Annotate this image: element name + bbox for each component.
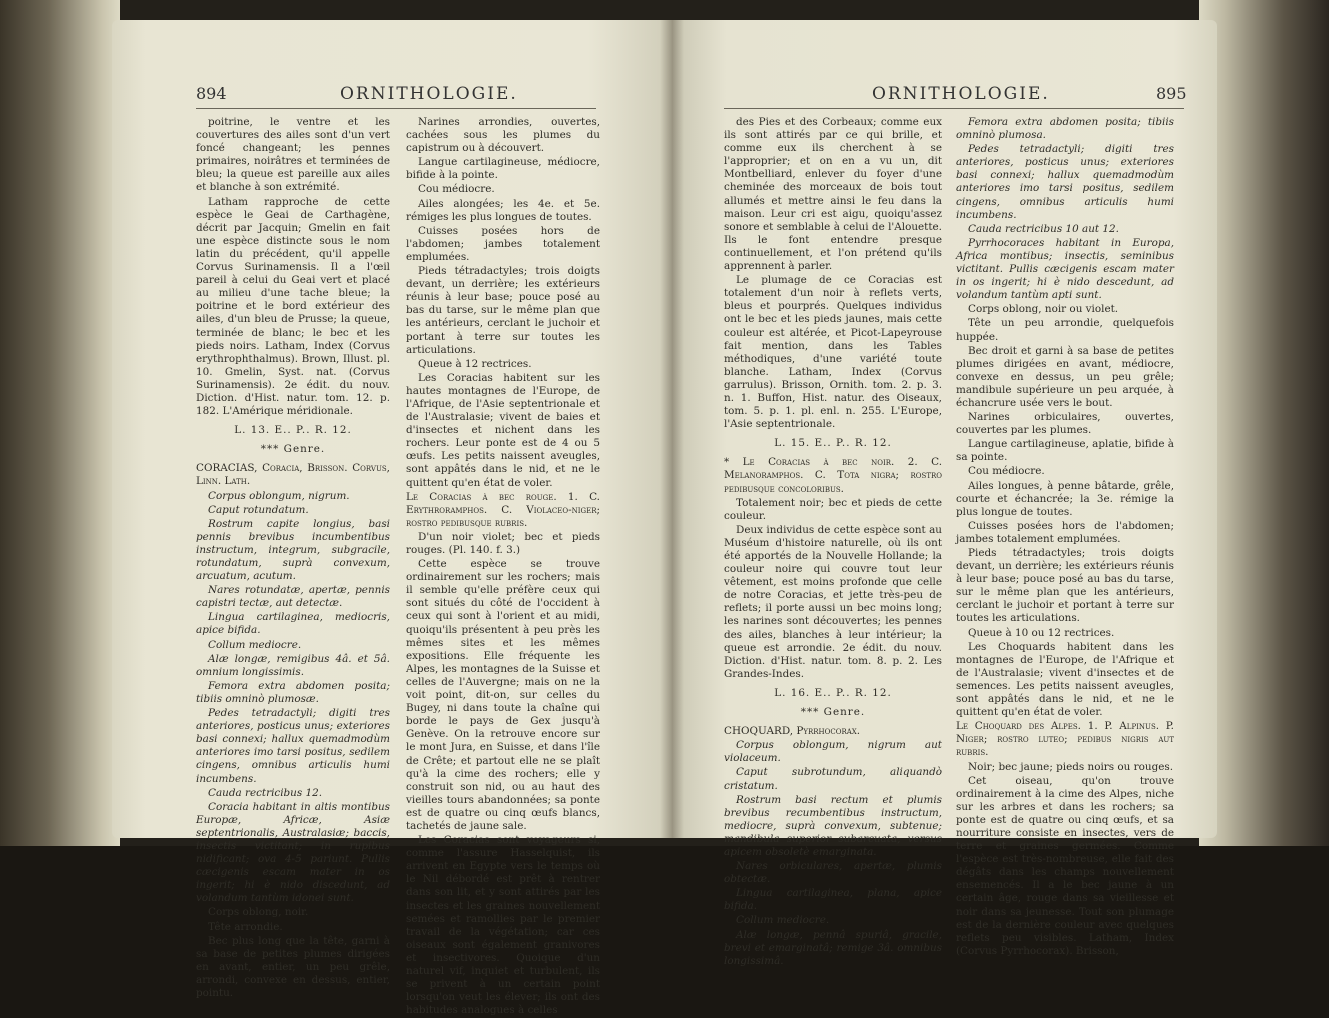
text-paragraph: Narines orbiculaires, ouvertes, couvertes par les plumes. <box>956 411 1174 437</box>
text-paragraph: CHOQUARD, Pyrrhocorax. <box>724 725 861 738</box>
text-paragraph: Bec plus long que la tête, garni à sa base de petites plumes dirigées en avant, entier, un peu grêle, arrondi, convexe en dessus, entier, pointu. <box>196 934 390 999</box>
text-paragraph: Cuisses posées hors de l'abdomen; jambes totalement emplumées. <box>406 224 600 263</box>
text-paragraph: Coracia habitant in altis montibus Europæ, Africæ, Asiæ septentrionalis, Australasiæ; baccis, insectis victitant; in rupibus nidificant; ova 4-5 pariunt. Pullis cæcigenis escam mater in os ingerit; hi è nido discedunt, ad volandum tantùm idonei sunt. <box>196 800 390 905</box>
left-page <box>112 20 672 1017</box>
text-paragraph: Ailes alongées; les 4e. et 5e. rémiges les plus longues de toutes. <box>406 197 600 223</box>
text-paragraph: Rostrum basi rectum et plumis brevibus recumbentibus instructum, mediocre, suprà convexum, subtenue; mandibula superior subarcuata, versus apicem obsoletè emarginata. <box>724 793 942 858</box>
text-paragraph: Les Choquards habitent dans les montagnes de l'Europe, de l'Afrique et de l'Australasie; vivent d'insectes et de semences. Les petits naissent aveugles, sont appâtés dans le nid, et ne le quittent qu'en état de voler. <box>956 640 1174 719</box>
text-paragraph: CORACIAS, Coracia, Brisson. Corvus, Linn. Lath. <box>196 462 390 488</box>
text-paragraph: Pyrrhocoraces habitant in Europa, Africa montibus; insectis, seminibus victitant. Pullis cæcigenis escam mater in os ingerit; hi è nido descedunt, ad volandum tantùm apti sunt. <box>956 236 1174 302</box>
left-page-edges <box>0 0 120 846</box>
text-paragraph: * Le Coracias à bec noir. 2. C. Melanoramphos. C. Tota nigra; rostro pedibusque concoloribus. <box>724 456 942 495</box>
right-page-edges <box>1199 0 1329 846</box>
text-paragraph: Cou médiocre. <box>418 183 495 196</box>
text-paragraph: Ailes longues, à penne bâtarde, grêle, courte et échancrée; la 3e. rémige la plus longue de toutes. <box>956 479 1174 518</box>
text-paragraph: Deux individus de cette espèce sont au Muséum d'histoire naturelle, où ils ont été apportés de la Nouvelle Hollande; la couleur noire qui couvre tout leur vêtement, est moins profonde que celle de notre Coracias, et jette très-peu de reflets; il porte aussi un bec moins long; les narines sont découvertes; les pennes des ailes, blanches à leur intérieur; la queue est arrondie. 2e édit. du nouv. Diction. d'Hist. natur. tom. 8. p. 2. Les Grandes-Indes. <box>724 523 942 680</box>
text-paragraph: Noir; bec jaune; pieds noirs ou rouges. <box>968 760 1174 773</box>
text-paragraph: Pieds tétradactyles; trois doigts devant, un derrière; les extérieurs réunis à leur base; pouce posé au bas du tarse, sur le même plan que les antérieurs, cerclant le juchoir et portant à terre sur toutes les articulations. <box>956 547 1174 625</box>
text-paragraph: des Pies et des Corbeaux; comme eux ils sont attirés par ce qui brille, et comme eux ils cherchent à se l'approprier; et on en a vu un, dit Montbelliard, enlever du foyer d'une cheminée des morceaux de bois tout allumés et mettre ainsi le feu dans la maison. Leur cri est aigu, quoiqu'assez sonore et semblable à celui de l'Alouette. Ils le font entendre presque continuellement, et l'on prétend qu'ils apprennent à parler. <box>724 116 942 273</box>
text-paragraph: Le plumage de ce Coracias est totalement d'un noir à reflets verts, bleus et pourprés. Quelques individus ont le bec et les pieds jaunes, mais cette couleur est altérée, et Picot-Lapeyrouse fait mention, dans les Tables méthodiques, d'une variété toute blanche. Latham, Index (Corvus garrulus). Brisson, Ornith. tom. 2. p. 3. n. 1. Buffon, Hist. natur. des Oiseaux, tom. 5. p. 1. pl. enl. n. 255. L'Europe, l'Asie septentrionale. <box>724 274 942 431</box>
text-paragraph: Alæ longæ, remigibus 4â. et 5â. omnium longissimis. <box>196 652 390 678</box>
text-paragraph: L. 16. E.. P.. R. 12. <box>774 686 892 699</box>
text-paragraph: Lingua cartilaginea, plana, apice bifida. <box>724 887 942 913</box>
right-column-1 <box>724 116 942 969</box>
text-paragraph: Queue à 10 ou 12 rectrices. <box>968 626 1115 639</box>
text-paragraph: Tête arrondie. <box>208 920 283 933</box>
text-paragraph: Narines arrondies, ouvertes, cachées sous les plumes du capistrum ou à découvert. <box>406 116 600 155</box>
text-paragraph: Corpus oblongum, nigrum aut violaceum. <box>724 739 942 765</box>
text-paragraph: Femora extra abdomen posita; tibiis omninò plumosa. <box>956 116 1174 142</box>
text-paragraph: Latham rapproche de cette espèce le Geai de Carthagène, décrit par Jacquin; Gmelin en fait une espèce distincte sous le nom latin du précédent, qu'il appelle Corvus Surinamensis. Il a l'œil pareil à celui du Geai vert et placé au milieu d'une tache bleue; la poitrine et le bord extérieur des ailes, d'un bleu de Prusse; la queue, terminée de blanc; le bec et les pieds noirs. Latham, Index (Corvus erythrophthalmus). Brown, Illust. pl. 10. Gmelin, Syst. nat. (Corvus Surinamensis). 2e édit. du nouv. Diction. d'Hist. natur. tom. 12. p. 182. L'Amérique méridionale. <box>196 195 390 418</box>
text-paragraph: Queue à 12 rectrices. <box>418 357 532 370</box>
text-paragraph: Corps oblong, noir ou violet. <box>968 303 1119 316</box>
head-rule-right <box>724 108 1184 109</box>
text-paragraph: Corpus oblongum, nigrum. <box>208 489 350 502</box>
right-page <box>672 20 1217 967</box>
text-paragraph: Les Coracias habitent sur les hautes montagnes de l'Europe, de l'Afrique, de l'Asie septentrionale et de l'Australasie; vivent de baies et d'insectes et nichent dans les rochers. Leur ponte est de 4 ou 5 œufs. Les petits naissent aveugles, sont appâtés dans le nid, et ne le quittent qu'en état de voler. <box>406 371 600 489</box>
text-paragraph: L. 15. E.. P.. R. 12. <box>774 437 892 450</box>
head-rule-left <box>196 108 596 109</box>
text-paragraph: Les Coracias sont voyageurs si, comme l'assure Hasselquist, ils arrivent en Egypte vers le temps où le Nil débordé est prêt à rentrer dans son lit, et y sont attirés par les insectes et les graines nouvellement semées et ramollies par le premier travail de la végétation; car ces oiseaux sont également granivores et insectivores. Quoique d'un naturel vif, inquiet et turbulent, ils se privent à un certain point lorsqu'on veut les élever; ils ont des habitudes analogues à celles <box>406 834 600 1017</box>
text-paragraph: Caput subrotundum, aliquandò cristatum. <box>724 766 942 792</box>
text-paragraph: Cauda rectricibus 10 aut 12. <box>968 222 1119 235</box>
text-paragraph: *** Genre. <box>800 706 866 719</box>
text-paragraph: Bec droit et garni à sa base de petites plumes dirigées en avant, médiocre, convexe en dessus, un peu grêle; mandibule supérieure un peu arquée, à échancrure usée vers le bout. <box>956 344 1174 409</box>
text-paragraph: Femora extra abdomen posita; tibiis omninò plumosæ. <box>196 679 390 705</box>
text-paragraph: Cette espèce se trouve ordinairement sur les rochers; mais il semble qu'elle préfère ceux qui sont situés du côté de l'occident à ceux qui sont à l'orient et au midi, quoiqu'ils présentent à peu près les mêmes sites et les mêmes expositions. Elle fréquente les Alpes, les montagnes de la Suisse et celles de l'Auvergne; mais on ne la voit point, dit-on, sur celles du Bugey, ni dans toute la chaîne qui borde le pays de Gex jusqu'à Genève. On la retrouve encore sur le mont Jura, en Suisse, et dans l'île de Crête; et partout elle ne se plaît qu'à la cime des rochers; elle y construit son nid, ou au haut des vieilles tours abandonnées; sa ponte est de quatre ou cinq œufs blancs, tachetés de jaune sale. <box>406 558 600 832</box>
text-paragraph: Nares orbiculares, apertæ, plumis obtectæ. <box>724 860 942 886</box>
text-paragraph: Tête un peu arrondie, quelquefois huppée. <box>956 317 1174 343</box>
running-head-left: ORNITHOLOGIE. <box>340 84 518 104</box>
left-column-2 <box>406 116 600 1018</box>
text-paragraph: Langue cartilagineuse, aplatie, bifide à sa pointe. <box>956 438 1174 464</box>
page-number-right: 895 <box>1156 84 1187 103</box>
text-paragraph: Le Choquard des Alpes. 1. P. Alpinus. P. Niger; rostro luteo; pedibus nigris aut rubris. <box>956 720 1174 759</box>
text-paragraph: Langue cartilagineuse, médiocre, bifide à la pointe. <box>406 156 600 182</box>
text-paragraph: Cou médiocre. <box>968 465 1045 478</box>
text-paragraph: L. 13. E.. P.. R. 12. <box>234 424 352 437</box>
text-paragraph: Pedes tetradactyli; digiti tres anteriores, posticus unus; exteriores basi connexi; hallux quemadmodùm anteriores imo tarsi positus, sedilem cingens, omnibus articulis humi incumbens. <box>956 143 1174 221</box>
book-gutter <box>660 20 684 838</box>
text-paragraph: Lingua cartilaginea, mediocris, apice bifida. <box>196 611 390 637</box>
text-paragraph: Pedes tetradactyli; digiti tres anteriores, posticus unus; exteriores basi connexi; hallux quemadmodùm anteriores imo tarsi positus, sedilem cingens, omnibus articulis humi incumbens. <box>196 707 390 785</box>
text-paragraph: poitrine, le ventre et les couvertures des ailes sont d'un vert foncé changeant; les pennes primaires, noirâtres et terminées de bleu; la queue est pareille aux ailes et blanche à son extrémité. <box>196 116 390 194</box>
text-paragraph: Le Coracias à bec rouge. 1. C. Erythroramphos. C. Violaceo-niger; rostro pedibusque rubris. <box>406 490 600 529</box>
text-paragraph: Cuisses posées hors de l'abdomen; jambes totalement emplumées. <box>956 519 1174 545</box>
text-paragraph: Pieds tétradactyles; trois doigts devant, un derrière; les extérieurs réunis à leur base; pouce posé au bas du tarse, sur le même plan que les antérieurs, cerclant le juchoir et portant à terre sur toutes les articulations. <box>406 265 600 356</box>
text-paragraph: D'un noir violet; bec et pieds rouges. (Pl. 140. f. 3.) <box>406 530 600 556</box>
text-paragraph: Nares rotundatæ, apertæ, pennis capistri tectæ, aut detectæ. <box>196 584 390 610</box>
right-column-2 <box>956 116 1174 959</box>
text-paragraph: Alæ longæ, pennâ spuriâ, gracile, brevi et emarginatâ; remige 3â. omnibus longissimâ. <box>724 928 942 967</box>
text-paragraph: Rostrum capite longius, basi pennis brevibus incumbentibus instructum, integrum, subgracile, rotundatum, suprà convexum, arcuatum, acutum. <box>196 517 390 583</box>
left-column-1 <box>196 116 390 1001</box>
text-paragraph: Cauda rectricibus 12. <box>208 786 323 799</box>
text-paragraph: Caput rotundatum. <box>208 503 309 516</box>
text-paragraph: Corps oblong, noir. <box>208 906 309 919</box>
text-paragraph: Cet oiseau, qu'on trouve ordinairement à la cime des Alpes, niche sur les arbres et dans les rochers; sa ponte est de quatre ou cinq œufs, et sa nourriture consiste en insectes, vers de terre et graines germées. Comme l'espèce est très-nombreuse, elle fait des dégâts dans les champs nouvellement ensemencés. Il a le bec jaune à un certain âge, rouge dans sa vieillesse et noir dans sa jeunesse. Tout son plumage est de la dernière couleur avec quelques reflets peu visibles. Latham, Index (Corvus Pyrrhocorax). Brisson, <box>956 774 1174 957</box>
text-paragraph: Collum mediocre. <box>208 638 302 651</box>
text-paragraph: Collum mediocre. <box>736 914 830 927</box>
text-paragraph: Totalement noir; bec et pieds de cette couleur. <box>724 496 942 522</box>
page-number-left: 894 <box>196 84 227 103</box>
text-paragraph: *** Genre. <box>260 443 326 456</box>
running-head-right: ORNITHOLOGIE. <box>872 84 1050 104</box>
